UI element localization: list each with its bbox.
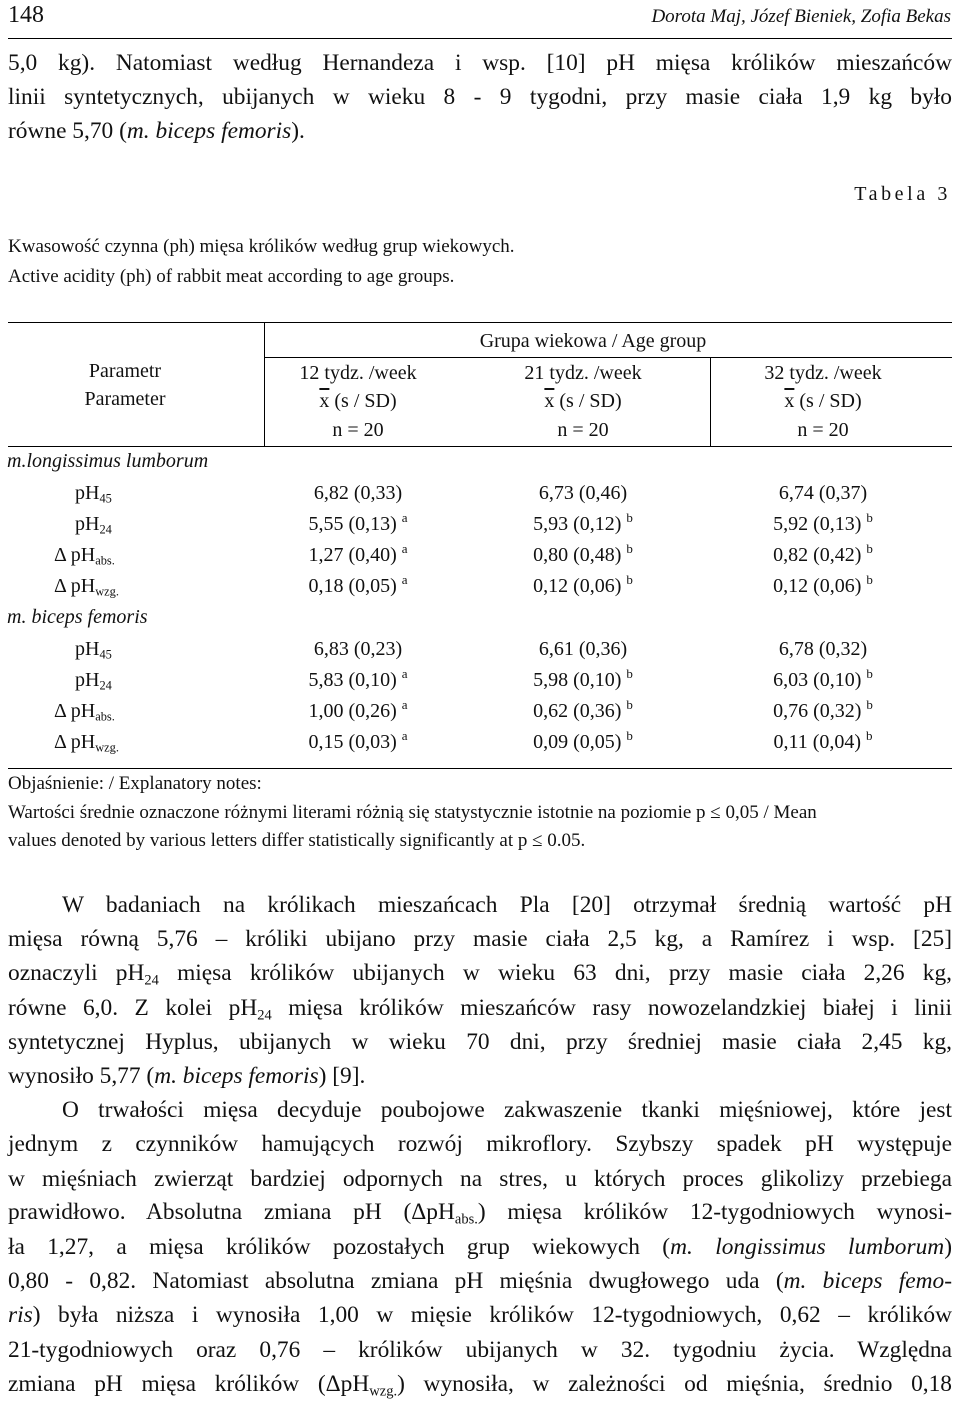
text-run: 21-tygodniowych oraz 0,76 – królików ubijanych w 32. tygodniu życia. Względna xyxy=(8,1337,952,1363)
group-title: 12 tydz. /week xyxy=(299,362,417,384)
group-n: n = 20 xyxy=(797,419,849,441)
cell-value: 0,62 (0,36) xyxy=(533,700,622,723)
row-label-base: pH xyxy=(75,481,100,504)
table-cell xyxy=(779,482,867,505)
text-run: mięsa królików ubijanych w wieku 63 dni, przy masie ciała 2,26 kg, xyxy=(158,960,952,986)
significance-letter: b xyxy=(626,540,633,556)
cell-value: 5,93 (0,12) xyxy=(533,512,622,535)
italic-text: m. biceps femo- xyxy=(783,1268,952,1294)
column-divider xyxy=(264,322,265,446)
body-line xyxy=(8,1063,952,1090)
table-caption-pl: Kwasowość czynna (ph) mięsa królików według grup wiekowych. xyxy=(8,236,515,257)
group-header-rule xyxy=(264,357,952,358)
table-cell xyxy=(533,509,633,536)
significance-letter: b xyxy=(626,697,633,713)
significance-letter: a xyxy=(401,540,408,556)
row-label xyxy=(75,513,112,536)
table-cell xyxy=(773,666,873,692)
table-cell xyxy=(533,728,633,754)
cell-value: 0,15 (0,03) xyxy=(308,731,397,754)
significance-letter: b xyxy=(866,666,873,681)
subscript: abs. xyxy=(454,1211,478,1228)
delta-symbol: Δ xyxy=(54,543,71,566)
significance-letter: b xyxy=(866,509,873,525)
body-line xyxy=(8,1234,952,1261)
group-header: Grupa wiekowa / Age group xyxy=(479,330,707,352)
significance-letter: b xyxy=(866,728,873,744)
italic-text: ris xyxy=(8,1302,33,1328)
cell-value: 1,00 (0,26) xyxy=(308,700,397,723)
italic-text: m. biceps femoris xyxy=(154,1063,319,1089)
table-cell xyxy=(779,638,867,661)
text-run: oznaczyli pH xyxy=(8,960,145,986)
text-run: mięsa królików mieszańców rasy nowozelandzkiej białej i linii xyxy=(271,995,952,1021)
sd-label: (s / SD) xyxy=(794,390,862,412)
page-number: 148 xyxy=(8,2,44,28)
row-label xyxy=(75,669,112,692)
param-label-en: Parameter xyxy=(84,388,166,410)
table-cell xyxy=(533,540,633,567)
cell-value: 0,76 (0,32) xyxy=(773,700,862,723)
row-label-base: pH xyxy=(70,731,96,754)
body-line xyxy=(8,1268,952,1295)
table-cell xyxy=(773,572,873,598)
significance-letter: b xyxy=(626,509,633,525)
text-run: ła 1,27, a mięsa królików pozostałych grup wiekowych ( xyxy=(8,1234,671,1260)
table-cell xyxy=(539,482,627,505)
intro-line: równe 5,70 (m. biceps femoris). xyxy=(8,118,305,144)
body-line xyxy=(8,1131,952,1158)
significance-letter: b xyxy=(626,728,633,744)
row-label-base: pH xyxy=(75,512,100,535)
body-line xyxy=(8,960,952,987)
body-line xyxy=(62,892,952,919)
row-label xyxy=(54,575,119,598)
group-n: n = 20 xyxy=(557,419,609,441)
group-title: 32 tydz. /week xyxy=(764,362,882,384)
italic-text: m. longissimus lumborum xyxy=(670,1234,945,1260)
cell-value: 5,55 (0,13) xyxy=(308,512,397,535)
header-rule xyxy=(8,38,952,39)
significance-letter: a xyxy=(401,509,408,525)
significance-letter: b xyxy=(866,572,873,588)
cell-value: 0,11 (0,04) xyxy=(773,731,862,754)
cell-value: 0,09 (0,05) xyxy=(533,731,622,754)
param-label-pl: Parametr xyxy=(88,360,162,382)
table-cell xyxy=(314,638,402,661)
header-bottom-rule xyxy=(8,446,952,447)
row-label-base: pH xyxy=(70,575,96,598)
text-run: równe 6,0. Z kolei pH xyxy=(8,995,258,1021)
table-cell xyxy=(308,572,408,598)
text-run: prawidłowo. Absolutna zmiana pH (ΔpH xyxy=(8,1199,455,1225)
text-run: mięsa równą 5,76 – króliki ubijano przy masie ciała 2,5 kg, a Ramírez i wsp. [25] xyxy=(8,926,952,952)
table-cell xyxy=(308,666,408,692)
text-run: O trwałości mięsa decyduje poubojowe zakwaszenie tkanki mięśniowej, które jest xyxy=(62,1097,952,1123)
table-caption-en: Active acidity (ph) of rabbit meat according to age groups. xyxy=(8,266,455,287)
body-line xyxy=(8,926,952,953)
sd-label: (s / SD) xyxy=(329,390,397,412)
body-line xyxy=(62,1097,952,1124)
cell-value: 6,03 (0,10) xyxy=(773,669,862,691)
subscript: wzg. xyxy=(369,1383,398,1400)
subscript: 24 xyxy=(257,1007,272,1024)
table-cell xyxy=(773,697,873,723)
mean-symbol: $\overline{x}$ xyxy=(319,390,330,412)
cell-value: 0,18 (0,05) xyxy=(308,575,397,598)
body-line xyxy=(8,995,952,1022)
column-divider xyxy=(710,357,711,446)
table-cell xyxy=(308,509,408,536)
table-cell xyxy=(773,728,873,754)
row-label xyxy=(54,731,119,754)
row-label-base: pH xyxy=(70,543,96,566)
table-cell xyxy=(533,572,633,598)
row-label-base: pH xyxy=(75,669,100,691)
cell-value: 0,12 (0,06) xyxy=(773,575,862,598)
row-label-sub: 45 xyxy=(99,647,112,662)
cell-value: 6,74 (0,37) xyxy=(778,481,868,504)
table-top-rule xyxy=(8,322,952,323)
group-n: n = 20 xyxy=(332,419,384,441)
text-run: W badaniach na królikach mieszańcach Pla [20] otrzymał średnią wartość pH xyxy=(62,892,952,918)
group-title: 21 tydz. /week xyxy=(524,362,642,384)
table-number: Tabela 3 xyxy=(854,183,951,205)
mean-symbol: $\overline{x}$ xyxy=(784,390,795,412)
row-label-sub: 24 xyxy=(99,678,112,693)
sd-label: (s / SD) xyxy=(554,390,622,412)
text-run: ) wynosiła, w zależności od mięśnia, średnio 0,18 xyxy=(397,1371,953,1397)
body-line xyxy=(8,1029,952,1056)
body-line xyxy=(8,1302,952,1329)
row-label xyxy=(75,482,112,505)
text-run: w mięśniach zwierząt bardziej odpornych na stres, u których proces glikolizy przebiega xyxy=(8,1166,952,1192)
significance-letter: b xyxy=(626,666,633,681)
table-cell xyxy=(308,697,408,723)
cell-value: 0,82 (0,42) xyxy=(773,543,862,566)
row-label xyxy=(54,544,115,567)
mean-symbol: $\overline{x}$ xyxy=(544,390,555,412)
cell-value: 1,27 (0,40) xyxy=(308,543,397,566)
row-label-sub: abs. xyxy=(95,709,115,724)
text-run: ) xyxy=(944,1234,952,1260)
body-line xyxy=(8,1337,952,1364)
table-cell xyxy=(773,509,873,536)
cell-value: 0,80 (0,48) xyxy=(533,543,622,566)
cell-value: 6,78 (0,32) xyxy=(778,637,868,660)
intro-line: 5,0 kg). Natomiast według Hernandeza i wsp. [10] pH mięsa królików mieszańców xyxy=(8,50,952,76)
cell-value: 5,98 (0,10) xyxy=(533,669,622,691)
text-run: ) była niższa i wynosiła 1,00 w mięsie królików 12-tygodniowych, 0,62 – królików xyxy=(32,1302,952,1328)
text-run: ) mięsa królików 12-tygodniowych wynosi- xyxy=(477,1199,952,1225)
text-run: syntetycznej Hyplus, ubijanych w wieku 70 dni, przy średniej masie ciała 2,45 kg, xyxy=(8,1029,952,1055)
row-label-sub: 24 xyxy=(99,522,112,537)
cell-value: 6,61 (0,36) xyxy=(538,637,628,660)
notes-line: values denoted by various letters differ statistically significantly at p ≤ 0.05. xyxy=(8,830,586,851)
cell-value: 5,92 (0,13) xyxy=(773,512,862,535)
row-label-sub: wzg. xyxy=(95,584,119,599)
significance-letter: b xyxy=(626,572,633,588)
text-run: jednym z czynników hamujących rozwój mikroflory. Szybszy spadek pH występuje xyxy=(8,1131,952,1157)
body-line xyxy=(8,1166,952,1193)
body-line xyxy=(8,1199,952,1226)
notes-title: Objaśnienie: / Explanatory notes: xyxy=(8,773,262,794)
row-label-base: pH xyxy=(75,637,100,660)
row-label-sub: abs. xyxy=(95,553,115,568)
notes-line: Wartości średnie oznaczone różnymi literami różnią się statystycznie istotnie na poziomie p ≤ 0,05 / Mean xyxy=(8,802,817,823)
significance-letter: a xyxy=(401,697,408,713)
table-cell xyxy=(773,540,873,567)
cell-value: 0,12 (0,06) xyxy=(533,575,622,598)
intro-muscle-name: m. biceps femoris xyxy=(126,118,292,144)
significance-letter: b xyxy=(866,697,873,713)
row-label xyxy=(54,700,115,723)
table-cell xyxy=(539,638,627,661)
delta-symbol: Δ xyxy=(54,731,71,754)
row-label-sub: 45 xyxy=(99,491,112,506)
group-stat xyxy=(784,390,861,413)
group-stat xyxy=(544,390,621,413)
row-label xyxy=(75,638,112,661)
running-header-authors: Dorota Maj, Józef Bieniek, Zofia Bekas xyxy=(651,6,951,27)
text-run: wynosiło 5,77 ( xyxy=(8,1063,155,1089)
table-cell xyxy=(533,697,633,723)
table-cell xyxy=(533,666,633,692)
significance-letter: a xyxy=(401,728,408,744)
table-cell xyxy=(308,540,408,567)
subscript: 24 xyxy=(144,972,159,989)
row-label-base: pH xyxy=(70,700,96,723)
table-bottom-rule xyxy=(8,768,952,769)
delta-symbol: Δ xyxy=(54,700,71,723)
significance-letter: b xyxy=(866,540,873,556)
cell-value: 5,83 (0,10) xyxy=(308,669,397,691)
row-label-sub: wzg. xyxy=(95,741,119,756)
table-cell xyxy=(308,728,408,754)
text-run: zmiana pH mięsa królików (ΔpH xyxy=(8,1371,370,1397)
significance-letter: a xyxy=(401,666,408,681)
delta-symbol: Δ xyxy=(54,575,71,598)
text-run: 0,80 - 0,82. Natomiast absolutna zmiana pH mięśnia dwugłowego uda ( xyxy=(8,1268,784,1294)
body-line xyxy=(8,1371,952,1398)
text-run: ) [9]. xyxy=(318,1063,366,1089)
significance-letter: a xyxy=(401,572,408,588)
table-cell xyxy=(314,482,402,505)
cell-value: 6,73 (0,46) xyxy=(538,481,628,504)
muscle-section-label: m.longissimus lumborum xyxy=(7,450,209,472)
cell-value: 6,82 (0,33) xyxy=(313,481,403,504)
group-stat xyxy=(319,390,396,413)
cell-value: 6,83 (0,23) xyxy=(313,637,403,660)
muscle-section-label: m. biceps femoris xyxy=(7,606,148,629)
intro-line: linii syntetycznych, ubijanych w wieku 8 - 9 tygodni, przy masie ciała 1,9 kg było xyxy=(8,84,952,110)
